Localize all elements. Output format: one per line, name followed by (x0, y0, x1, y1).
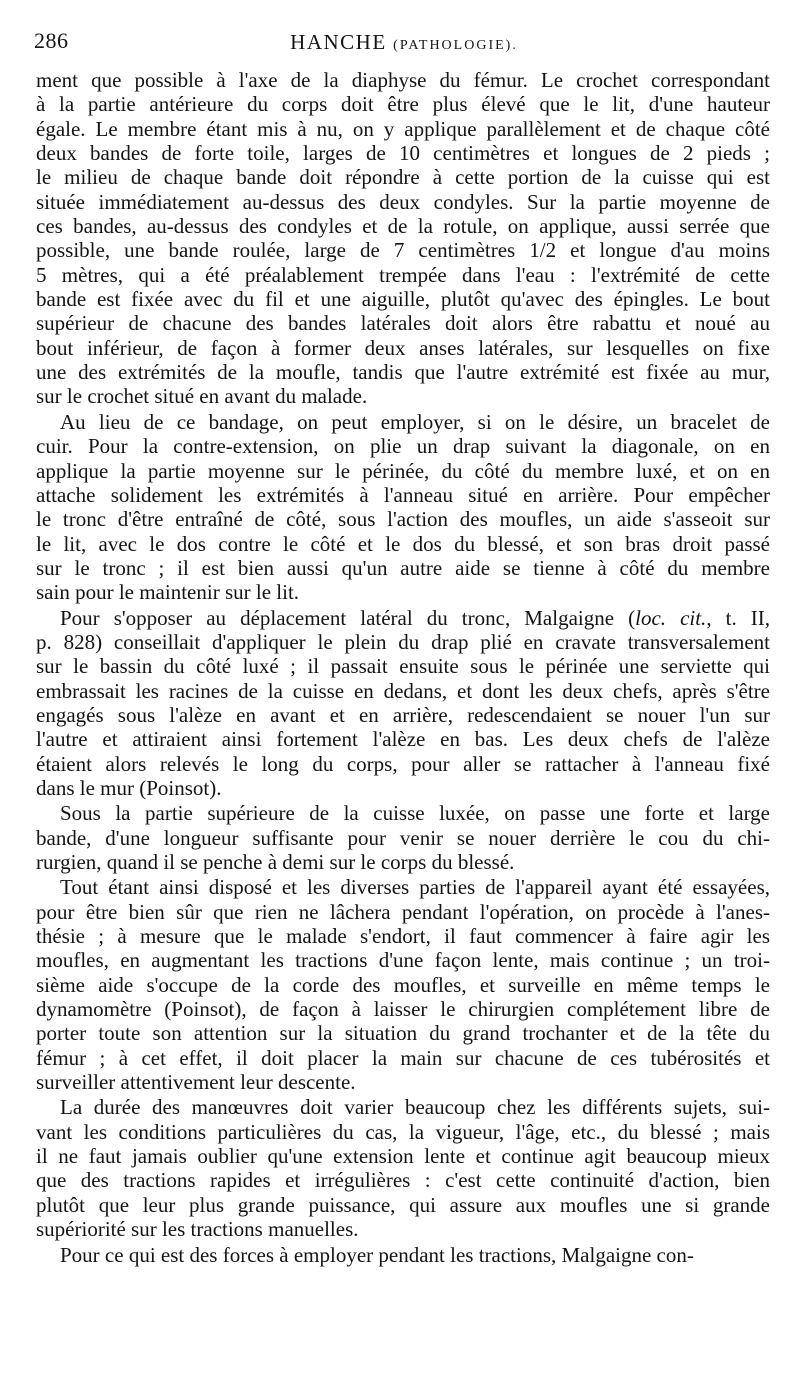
text-line: surveiller attentivement leur descente. (36, 1070, 356, 1095)
text-line: Sous la partie supérieure de la cuisse luxée, on passe une forte et large (60, 801, 770, 826)
text-line: sième aide s'occupe de la corde des moufles, et surveille en même temps le (36, 972, 770, 997)
text-line: sain pour le maintenir sur le lit. (36, 580, 300, 605)
text-line: attache solidement les extrémités à l'anneau situé en arrière. Pour empêcher (36, 482, 770, 507)
text-line: p. 828) conseillait d'appliquer le plein du drap plié en cravate transversalement (36, 629, 770, 654)
text-line: possible, une bande roulée, large de 7 centimètres 1/2 et longue d'au moins (36, 238, 770, 263)
paragraph (36, 801, 770, 874)
text-line: bande est fixée avec du fil et une aiguille, plutôt qu'avec des épingles. Le bout (36, 287, 770, 312)
text-line: Pour ce qui est des forces à employer pendant les tractions, Malgaigne con- (60, 1242, 694, 1267)
text-line: égale. Le membre étant mis à nu, on y applique parallèlement et de chaque côté (36, 116, 770, 141)
text-line: embrassait les racines de la cuisse en dedans, et dont les deux chefs, après s'être (36, 678, 770, 703)
text-line: sur le tronc ; il est bien aussi qu'un autre aide se tienne à côté du membre (36, 555, 770, 580)
running-head-title: HANCHE (290, 30, 387, 54)
text-line: pour être bien sûr que rien ne lâchera pendant l'opération, on procède à l'anes- (36, 899, 770, 924)
text-line: moufles, en augmentant les tractions d'une façon lente, mais continue ; un troi- (36, 948, 770, 973)
text-line: ment que possible à l'axe de la diaphyse du fémur. Le crochet correspondant (36, 68, 770, 92)
text-line: que des tractions rapides et irrégulières : c'est cette continuité d'action, bien (36, 1168, 770, 1193)
text-line: il ne faut jamais oublier qu'une extension lente et continue agit beaucoup mieux (36, 1144, 770, 1169)
paragraph (36, 606, 770, 801)
text-line: l'autre et attiraient ainsi fortement l'alèze en bas. Les deux chefs de l'alèze (36, 727, 770, 752)
text-line: bout inférieur, de façon à former deux anses latérales, sur lesquelles on fixe (36, 335, 770, 360)
text-line: plutôt que leur plus grande puissance, qui assure aux moufles une si grande (36, 1192, 770, 1217)
paragraph (36, 875, 770, 1094)
text-line: vant les conditions particulières du cas, la vigueur, l'âge, etc., du blessé ; mais (36, 1119, 770, 1144)
page-number: 286 (34, 28, 69, 53)
text-line: dynamomètre (Poinsot), de façon à laisser le chirurgien complétement libre de (36, 997, 770, 1022)
paragraph (36, 410, 770, 605)
text-line: engagés sous l'alèze en avant et en arrière, redescendaient se nouer l'un sur (36, 702, 770, 727)
text-line: étaient alors relevés le long du corps, pour aller se rattacher à l'anneau fixé (36, 751, 770, 776)
text-line: 5 mètres, qui a été préalablement trempée dans l'eau : l'extrémité de cette (36, 262, 770, 287)
text-line: bande, d'une longueur suffisante pour venir se nouer derrière le cou du chi- (36, 825, 770, 850)
text-line: porter toute son attention sur la situation du grand trochanter et de la tête du (36, 1021, 770, 1046)
text-line: sur le bassin du côté luxé ; il passait ensuite sous le périnée une serviette qui (36, 654, 770, 679)
text-line: à la partie antérieure du corps doit être plus élevé que le lit, d'une hauteur (36, 92, 770, 117)
text-line: supériorité sur les tractions manuelles. (36, 1217, 359, 1242)
running-head-subtitle: (PATHOLOGIE). (393, 38, 518, 53)
text-line: Pour s'opposer au déplacement latéral du tronc, Malgaigne (loc. cit., t. II, (60, 605, 770, 630)
text-line: La durée des manœuvres doit varier beaucoup chez les différents sujets, sui- (60, 1095, 770, 1120)
text-line: une des extrémités de la moufle, tandis que l'autre extrémité est fixée au mur, (36, 360, 770, 385)
text-line: dans le mur (Poinsot). (36, 775, 222, 800)
text-line: Au lieu de ce bandage, on peut employer, si on le désire, un bracelet de (60, 409, 770, 434)
body-text (36, 68, 770, 1267)
text-line: le lit, avec le dos contre le côté et le dos du blessé, et son bras droit passé (36, 531, 770, 556)
text-line: applique la partie moyenne sur le périnée, du côté du membre luxé, et on en (36, 458, 770, 483)
text-line: cuir. Pour la contre-extension, on plie un drap suivant la diagonale, on en (36, 434, 770, 459)
text-line: thésie ; à mesure que le malade s'endort, il faut commencer à faire agir les (36, 924, 770, 949)
text-line: supérieur de chacune des bandes latérales doit alors être rabattu et noué au (36, 311, 770, 336)
text-line: ces bandes, au-dessus des condyles et de la rotule, on applique, aussi serrée que (36, 214, 770, 239)
text-line: située immédiatement au-dessus des deux condyles. Sur la partie moyenne de (36, 189, 770, 214)
text-line: sur le crochet situé en avant du malade. (36, 384, 368, 409)
text-line: le tronc d'être entraîné de côté, sous l'action des moufles, un aide s'asseoit sur (36, 507, 770, 532)
text-line: le milieu de chaque bande doit répondre à cette portion de la cuisse qui est (36, 165, 770, 190)
text-line: fémur ; à cet effet, il doit placer la main sur chacune de ces tubérosités et (36, 1045, 770, 1070)
text-line: Tout étant ainsi disposé et les diverses parties de l'appareil ayant été essayées, (60, 875, 770, 900)
citation-italic: loc. cit. (635, 605, 707, 630)
paragraph (36, 68, 770, 409)
running-head (34, 30, 774, 55)
text-line: deux bandes de forte toile, larges de 10 centimètres et longues de 2 pieds ; (36, 141, 770, 166)
page-header (34, 28, 774, 62)
paragraph (36, 1095, 770, 1241)
text-line: rurgien, quand il se penche à demi sur le corps du blessé. (36, 850, 515, 874)
paragraph (36, 1243, 770, 1267)
